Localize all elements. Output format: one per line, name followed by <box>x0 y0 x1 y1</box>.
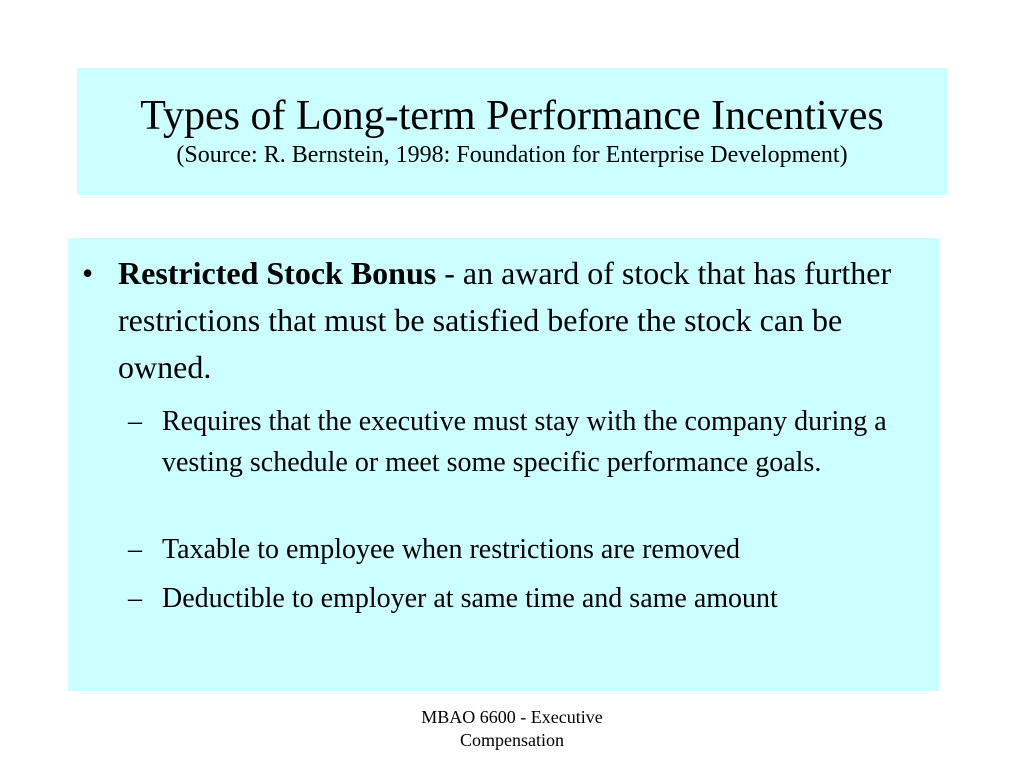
slide-title: Types of Long-term Performance Incentives <box>140 93 884 139</box>
footer-line: MBAO 6600 - Executive <box>421 707 603 727</box>
sub-bullet-text: Requires that the executive must stay with the company during a vesting schedule or meet some specific performance goals. <box>162 406 887 478</box>
bullet-item <box>82 250 922 391</box>
bullet-term: Restricted Stock Bonus <box>118 255 437 291</box>
sub-bullet-marker: – <box>128 583 142 614</box>
sub-bullet-item <box>128 529 928 570</box>
sub-bullet-marker: – <box>128 406 142 437</box>
slide-subtitle: (Source: R. Bernstein, 1998: Foundation for Enterprise Development) <box>176 142 848 168</box>
sub-bullet-item <box>128 401 928 483</box>
sub-bullet-marker: – <box>128 534 142 565</box>
sub-bullet-item <box>128 578 928 619</box>
bullet-marker: • <box>82 255 94 291</box>
title-box <box>77 68 947 195</box>
bullet-definition: - an award of stock that has further restrictions that must be satisfied before the stock can be owned. <box>118 255 892 385</box>
sub-bullet-text: Taxable to employee when restrictions are removed <box>162 534 741 565</box>
slide-footer <box>362 706 662 752</box>
sub-bullet-text: Deductible to employer at same time and same amount <box>162 583 778 614</box>
bullet-text <box>118 250 922 391</box>
footer-line: Compensation <box>460 730 564 750</box>
content-box <box>68 238 939 691</box>
